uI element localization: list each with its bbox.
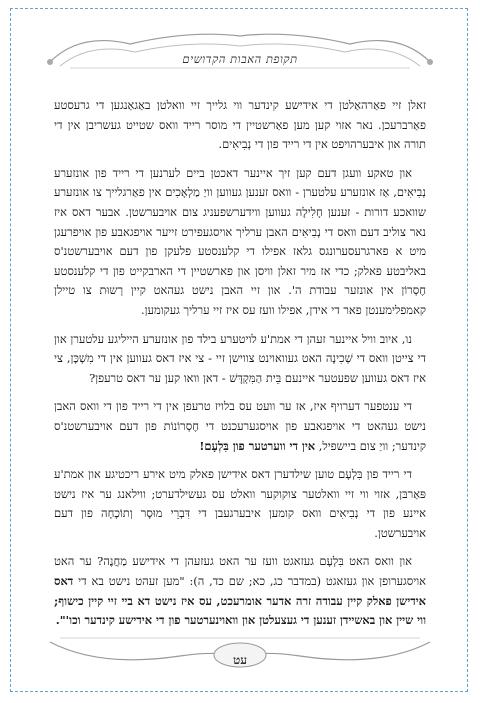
page-number: עט [232,653,248,667]
running-header: תקופת האבות הקדושים [182,52,298,66]
body-text [54,96,426,640]
paragraph-5: די רייד פון בִּלְעָם טוען שילדערן דאס אידישן פאלק מיט אירע ריכטיגע און אמת'ע פּאַרבּן, אזוי ווי זיי וואלטער צוקוקער וואלט עס געשילדערט; ווילאנג ער איז נישט איינע פון די נְבִיאִים וואס קומען איבערגעבן די דִּבְרֵי מוּסָר וְתוֹכָחָה פון דעם אויבערשטן. [54,467,426,540]
paragraph-2: און טאקע וועגן דעם קען זיך איינער דאכטן ביים לערנען די רייד פון אונזערע נְבִיאִים, אַז אונזערע עלטערן - וואס זענען געווען וויַ מַלְאָכִים אין פאַרגלייך צו אונזערע שוואכע דורות - זענען חָלִילָה געווען ווידערשפעניג צום אויבערשטן. אבער דאס איז נאר צוליב דעם וואס די נְבִיאִים האבן ערליך אויסגעפירט זייער אויפגאבע פון אויפרעגן מיט א פארגרעסערונגס גלאז אפילו די קלענסטע פלעקן פון דעם אויבערשטנ'ס באליבטע פאלק; כדי אז מיר זאלן וויסן און פארשטיין די הארבקייט פון די קלענסטע חֶסְרוֹן אין אונזער עבודת ה'. און זיי האבן נישט געהאט קיין רְשוּת צו טיילן קאמפלימענטן פאר די אידן, אפילו וועז עס איז זיי ערליך געקומען. [54,165,426,317]
paragraph-4: די ענטפער דערויף איז, אז ער וועט עס בלויז טרעפן אין די רייד פון די וואס האבן נישט געהאט די אויפגאבע פון אויסגערעכנט די חֶסְרוֹנוֹת פון דעם אויבערשטנ'ס קינדער; וויַ צום ביישפיל, אין די ווערטער פון בִּלְעָם! [54,399,426,453]
paragraph-3: נו, איוב וויל איינער זעהן די אמת'ע לויטערע בילד פון אונזערע הייליגע עלטערן און די צייטן וואס די שְׁכִינָה האט געוואוינט צווישן זיי - צי איז דאס געווען אין די מִשְׁכָּן, צי איז דאס געווען שפעטער איינעם בֵּית הַמִּקְדָּשׁ - דאן וואו קען ער דאס טרעפן? [54,331,426,385]
paragraph-6: און וואס האט בִּלְעָם געזאגט וועז ער האט געזעהן די אידישע מַחֲנֶה? ער האט אויסגערופן און געזאגט (במדבר כג, כא; שם כד, ה): "מען זעהט נישט בא די דאס אידישן פאלק קיין עבודה זרה אדער אומרעכט, עס איז נישט דא ביי זיי קיין כישוף; ווי שיין און באשיידן זענען די געצעלטן און וואוינערטער פון די אידישע קינדער וכו'". [54,554,426,628]
paragraph-1: זאלן זיי פאַרהאַלטן די אידישע קינדער ווי גלייך זיי וואלטן באַגאַנגען די גרעסטע פאַרברעכן. נאר אזוי קען מען פאַרשטיין די מוסר רייד וואס שטייט געשריבן אין די תורה און איבערהויפט אין די רייד פון די נְבִיאִים. [54,98,426,152]
